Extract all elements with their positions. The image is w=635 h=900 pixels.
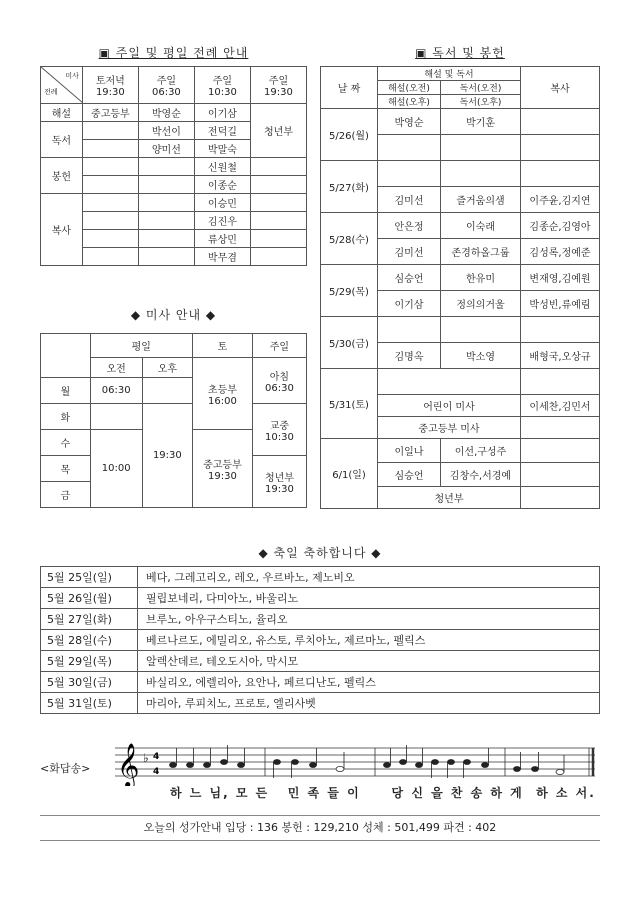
cell [82, 194, 138, 212]
cell: 박영순 [138, 104, 194, 122]
cell: 한유미 [441, 265, 521, 291]
cell [441, 161, 521, 187]
cell: 박말숙 [194, 140, 250, 158]
cell: 류상민 [194, 230, 250, 248]
cell [250, 158, 306, 176]
sun-header: 주일 [252, 334, 306, 358]
cell [521, 161, 600, 187]
date-cell: 5/28(수) [321, 213, 378, 265]
cell [250, 212, 306, 230]
cell: 신원철 [194, 158, 250, 176]
day-fri: 금 [41, 482, 91, 508]
reading-guide-title: ▣ 독서 및 봉헌 [415, 46, 505, 60]
day-tue: 화 [41, 404, 91, 430]
feast-table [40, 566, 600, 714]
cell [82, 176, 138, 194]
cell [82, 122, 138, 140]
feast-date: 5월 29일(목) [41, 651, 138, 672]
cell [138, 212, 194, 230]
cell [138, 194, 194, 212]
youth-cell: 청년부 [250, 104, 306, 158]
cell [250, 194, 306, 212]
mass-times-title: ◆ 미사 안내 ◆ [130, 308, 217, 322]
cell [250, 248, 306, 266]
cell: 김미선 [378, 239, 441, 265]
cell [521, 135, 600, 161]
cell: 박성빈,류예림 [521, 291, 600, 317]
date-cell: 5/29(목) [321, 265, 378, 317]
row-label-boksa: 복사 [41, 194, 83, 266]
cell: 김진우 [194, 212, 250, 230]
cell [138, 230, 194, 248]
row-label-haesul: 해설 [41, 104, 83, 122]
time-sig-top: 4 [153, 752, 160, 762]
cell [521, 487, 600, 509]
feast-names: 알렉산데르, 테오도시아, 막시모 [138, 651, 600, 672]
cell: 김명옥 [378, 343, 441, 369]
date-header: 날 짜 [321, 67, 378, 109]
feast-names: 브루노, 아우구스티노, 율리오 [138, 609, 600, 630]
sun-church-cell: 교중 10:30 [252, 404, 306, 456]
cell: 전덕길 [194, 122, 250, 140]
row-label-bongheon: 봉헌 [41, 158, 83, 194]
cell [138, 158, 194, 176]
response-lyrics: 하 느 님, 모 든 민 족 들 이 당 신 을 찬 송 하 게 하 소 서. [170, 786, 596, 800]
cell: 이종순 [194, 176, 250, 194]
mass-guide-table [40, 66, 307, 266]
cell: 박소영 [441, 343, 521, 369]
row-label-dokseo: 독서 [41, 122, 83, 158]
corner-bottom: 전례 [44, 88, 58, 96]
feast-names: 베르나르도, 에밀리오, 유스토, 루치아노, 제르마노, 펠릭스 [138, 630, 600, 651]
mon-am-cell: 06:30 [90, 378, 142, 404]
cell [521, 439, 600, 463]
sub-header: 독서(오후) [441, 95, 521, 109]
cell: 이선,구성주 [441, 439, 521, 463]
cell: 안은정 [378, 213, 441, 239]
feast-names: 필립보네리, 다미아노, 바울리노 [138, 588, 600, 609]
cell [378, 161, 441, 187]
cell: 이숙래 [441, 213, 521, 239]
cell [82, 140, 138, 158]
reading-table [320, 66, 600, 509]
cell: 김미선 [378, 187, 441, 213]
cell [521, 317, 600, 343]
cell: 양미선 [138, 140, 194, 158]
treble-clef-icon: 𝄞 [117, 743, 140, 786]
cell: 박선이 [138, 122, 194, 140]
cell [378, 135, 441, 161]
cell: 박무겸 [194, 248, 250, 266]
youth-mass-cell: 중고등부 미사 [378, 417, 521, 439]
feast-date: 5월 27일(화) [41, 609, 138, 630]
cell: 배형국,오상규 [521, 343, 600, 369]
am-1000-cell: 10:00 [90, 430, 142, 508]
cell: 박기훈 [441, 109, 521, 135]
cell: 김창수,서경예 [441, 463, 521, 487]
cell [521, 417, 600, 439]
cell: 김성록,정예준 [521, 239, 600, 265]
day-wed: 수 [41, 430, 91, 456]
corner-cell [41, 67, 83, 104]
blank-header [41, 334, 91, 378]
sub-header: 해설(오전) [378, 81, 441, 95]
cell: 박영순 [378, 109, 441, 135]
sub-header: 해설(오후) [378, 95, 441, 109]
day-mon: 월 [41, 378, 91, 404]
sat-header: 토 [192, 334, 252, 358]
date-cell: 5/26(월) [321, 109, 378, 161]
cell [521, 109, 600, 135]
cell [521, 463, 600, 487]
cell [138, 176, 194, 194]
sub-header: 독서(오전) [441, 81, 521, 95]
cell: 이기삼 [378, 291, 441, 317]
feast-names: 바실리오, 에렐리아, 요안나, 페르디난도, 펠릭스 [138, 672, 600, 693]
feast-date: 5월 31일(토) [41, 693, 138, 714]
date-cell: 5/27(화) [321, 161, 378, 213]
hymn-footer: 오늘의 성가안내 입당 : 136 봉헌 : 129,210 성체 : 501,499 파견 : 402 [40, 815, 600, 841]
cell: 이세찬,김민서 [521, 395, 600, 417]
group-header: 해설 및 독서 [378, 67, 521, 81]
am-header: 오전 [90, 358, 142, 378]
weekday-header: 평일 [90, 334, 192, 358]
music-staff [115, 738, 600, 786]
cell: 김종순,김영아 [521, 213, 600, 239]
col-header-3: 주일 10:30 [194, 67, 250, 104]
cell [250, 230, 306, 248]
cell: 심승언 [378, 463, 441, 487]
cell [138, 248, 194, 266]
cell: 심승언 [378, 265, 441, 291]
corner-top: 미사 [65, 72, 79, 80]
time-sig-bottom: 4 [153, 767, 160, 777]
cell: 이주윤,김지연 [521, 187, 600, 213]
youth-cell: 청년부 [378, 487, 521, 509]
feast-names: 베다, 그레고리오, 레오, 우르바노, 제노비오 [138, 567, 600, 588]
col-header-2: 주일 06:30 [138, 67, 194, 104]
cell [378, 317, 441, 343]
cell [441, 317, 521, 343]
cell: 즐거움의샘 [441, 187, 521, 213]
date-cell: 5/30(금) [321, 317, 378, 369]
sun-youth-cell: 청년부 19:30 [252, 456, 306, 508]
cell [82, 230, 138, 248]
pm-1930-cell: 19:30 [142, 404, 192, 508]
cell: 이일나 [378, 439, 441, 463]
cell [250, 176, 306, 194]
cell [521, 369, 600, 395]
cell [82, 212, 138, 230]
mass-times-table [40, 333, 307, 508]
feast-date: 5월 28일(수) [41, 630, 138, 651]
cell: 정의의거울 [441, 291, 521, 317]
mass-guide-title: ▣ 주일 및 평일 전례 안내 [98, 46, 249, 60]
cell [142, 378, 192, 404]
cell: 변재영,김예원 [521, 265, 600, 291]
response-psalm [40, 738, 600, 808]
sun-morning-cell: 아침 06:30 [252, 358, 306, 404]
cell [90, 404, 142, 430]
cell [441, 135, 521, 161]
pm-header: 오후 [142, 358, 192, 378]
feast-title: ◆ 축일 축하합니다 ◆ [258, 546, 382, 560]
boksa-header: 복사 [521, 67, 600, 109]
sat-youth-cell: 중고등부 19:30 [192, 430, 252, 508]
cell: 이기삼 [194, 104, 250, 122]
children-mass-cell: 어린이 미사 [378, 395, 521, 417]
cell [378, 369, 521, 395]
sat-child-cell: 초등부 16:00 [192, 358, 252, 430]
feast-date: 5월 26일(월) [41, 588, 138, 609]
feast-date: 5월 25일(일) [41, 567, 138, 588]
response-label: <화답송> [40, 762, 91, 775]
feast-names: 마리아, 루피치노, 프로토, 엘리사벳 [138, 693, 600, 714]
cell: 존경하올그룹 [441, 239, 521, 265]
cell: 이승민 [194, 194, 250, 212]
feast-date: 5월 30일(금) [41, 672, 138, 693]
cell [82, 158, 138, 176]
day-thu: 목 [41, 456, 91, 482]
cell: 중고등부 [82, 104, 138, 122]
date-cell: 6/1(일) [321, 439, 378, 509]
col-header-4: 주일 19:30 [250, 67, 306, 104]
col-header-1: 토저녁 19:30 [82, 67, 138, 104]
date-cell: 5/31(토) [321, 369, 378, 439]
cell [82, 248, 138, 266]
flat-icon: ♭ [143, 751, 149, 765]
